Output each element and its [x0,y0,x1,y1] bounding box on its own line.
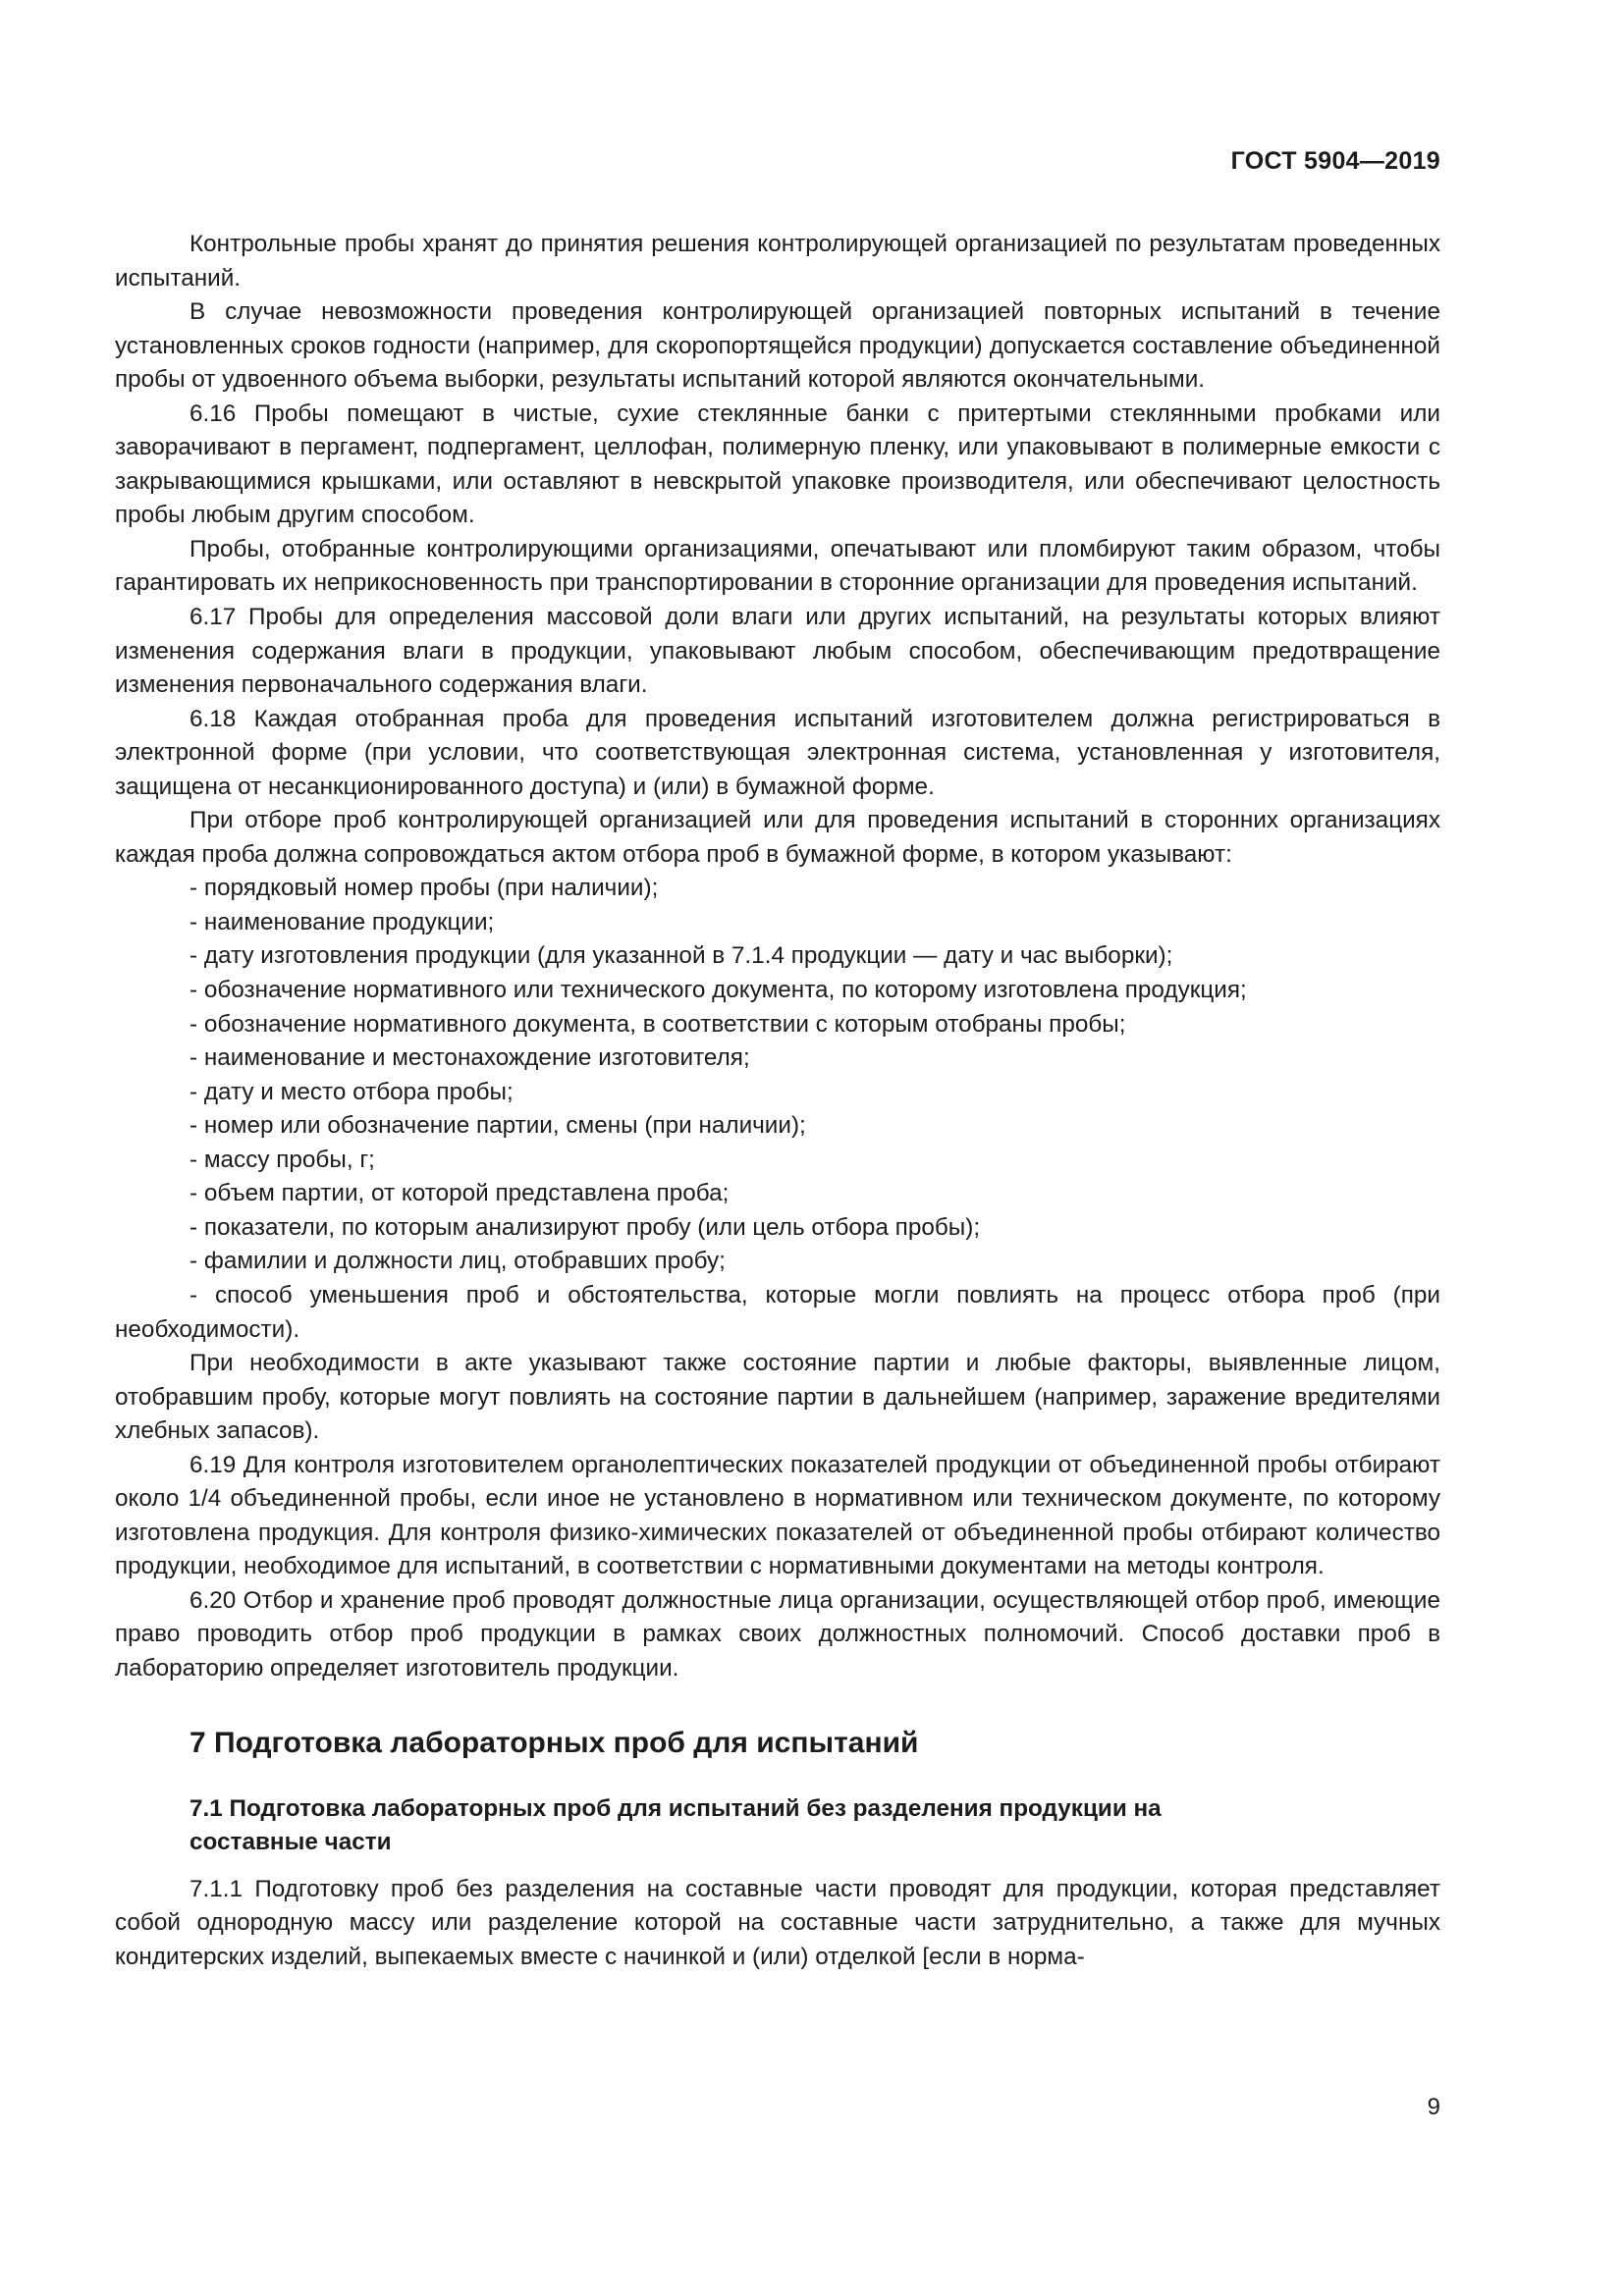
page-number: 9 [1427,2094,1440,2120]
list-item: - обозначение нормативного документа, в соответствии с которым отобраны пробы; [189,1010,1126,1038]
paragraph-7-1-1: 7.1.1 Подготовку проб без разделения на составные части проводят для продукции, которая представляет собой однородную массу или разделение которой на составные части затруднительно, а также для мучных кондитерских изделий, выпекаемых вместе с начинкой и (или) отделкой [если в норма- [115,1875,1440,1970]
section-7-heading: 7 Подготовка лабораторных проб для испытаний [189,1726,919,1759]
paragraph-act-additional: При необходимости в акте указывают также состояние партии и любые факторы, выявленные лицом, отобравшим пробу, которые могут повлиять на состояние партии в дальнейшем (например, заражение вредителями хлебных запасов). [115,1350,1440,1445]
paragraph-sampling-act: При отборе проб контролирующей организацией или для проведения испытаний в сторонних организациях каждая проба должна сопровождаться актом отбора проб в бумажной форме, в котором указывают: [115,807,1440,868]
paragraph-6-18: 6.18 Каждая отобранная проба для проведения испытаний изготовителем должна регистрироваться в электронной форме (при условии, что соответствующая электронная система, установленная у изготовителя, защищена от несанкционированного доступа) и (или) в бумажной форме. [115,705,1440,800]
paragraph-6-17: 6.17 Пробы для определения массовой доли влаги или других испытаний, на результаты которых влияют изменения содержания влаги в продукции, упаковывают любым способом, обеспечивающим предотвращение изменения первоначального содержания влаги. [115,604,1440,699]
document-body [115,228,1440,1974]
list-item: - способ уменьшения проб и обстоятельства, которые могли повлиять на процесс отбора проб (при необходимости). [115,1281,1440,1343]
paragraph-6-16: 6.16 Пробы помещают в чистые, сухие стеклянные банки с притертыми стеклянными пробками или заворачивают в пергамент, подпергамент, целлофан, полимерную пленку, или упаковывают в полимерные емкости с закрывающимися крышками, или оставляют в невскрытой упаковке производителя, или обеспечивают целостность пробы любым другим способом. [115,400,1440,529]
sampling-act-list [115,872,1440,1347]
list-item: - показатели, по которым анализируют пробу (или цель отбора пробы); [189,1213,981,1241]
paragraph-6-19: 6.19 Для контроля изготовителем органолептических показателей продукции от объединенной пробы отбирают около 1/4 объединенной пробы, если иное не установлено в нормативном или техническом документе, по которому изготовлена продукция. Для контроля физико-химических показателей от объединенной пробы отбирают количество продукции, необходимое для испытаний, в соответствии с нормативными документами на методы контроля. [115,1451,1440,1580]
list-item: - дату изготовления продукции (для указанной в 7.1.4 продукции — дату и час выборки); [189,942,1173,970]
document-code-header: ГОСТ 5904—2019 [1230,147,1440,175]
list-item: - объем партии, от которой представлена проба; [189,1180,730,1207]
list-item: - наименование продукции; [189,908,495,935]
list-item: - наименование и местонахождение изготовителя; [189,1044,750,1072]
list-item: - порядковый номер пробы (при наличии); [189,875,659,902]
list-item: - дату и место отбора пробы; [189,1078,514,1105]
paragraph-combined-sample: В случае невозможности проведения контролирующей организацией повторных испытаний в течение установленных сроков годности (например, для скоропортящейся продукции) допускается составление объединенной пробы от удвоенного объема выборки, результаты испытаний которой являются окончательными. [115,298,1440,394]
list-item: - номер или обозначение партии, смены (при наличии); [189,1112,806,1140]
paragraph-sealing-samples: Пробы, отобранные контролирующими организациями, опечатывают или пломбируют таким образом, чтобы гарантировать их неприкосновенность при транспортировании в сторонние организации для проведения испытаний. [115,535,1440,597]
paragraph-6-20: 6.20 Отбор и хранение проб проводят должностные лица организации, осуществляющей отбор проб, имеющие право проводить отбор проб продукции в рамках своих должностных полномочий. Способ доставки проб в лабораторию определяет изготовитель продукции. [115,1586,1440,1682]
section-7-1-heading: 7.1 Подготовка лабораторных проб для испытаний без разделения продукции на составные части [189,1794,1162,1855]
list-item: - обозначение нормативного или технического документа, по которому изготовлена продукция; [189,977,1247,1004]
list-item: - массу пробы, г; [189,1146,375,1173]
list-item: - фамилии и должности лиц, отобравших пробу; [189,1248,726,1275]
paragraph-control-samples-storage: Контрольные пробы хранят до принятия решения контролирующей организацией по результатам проведенных испытаний. [115,231,1440,292]
